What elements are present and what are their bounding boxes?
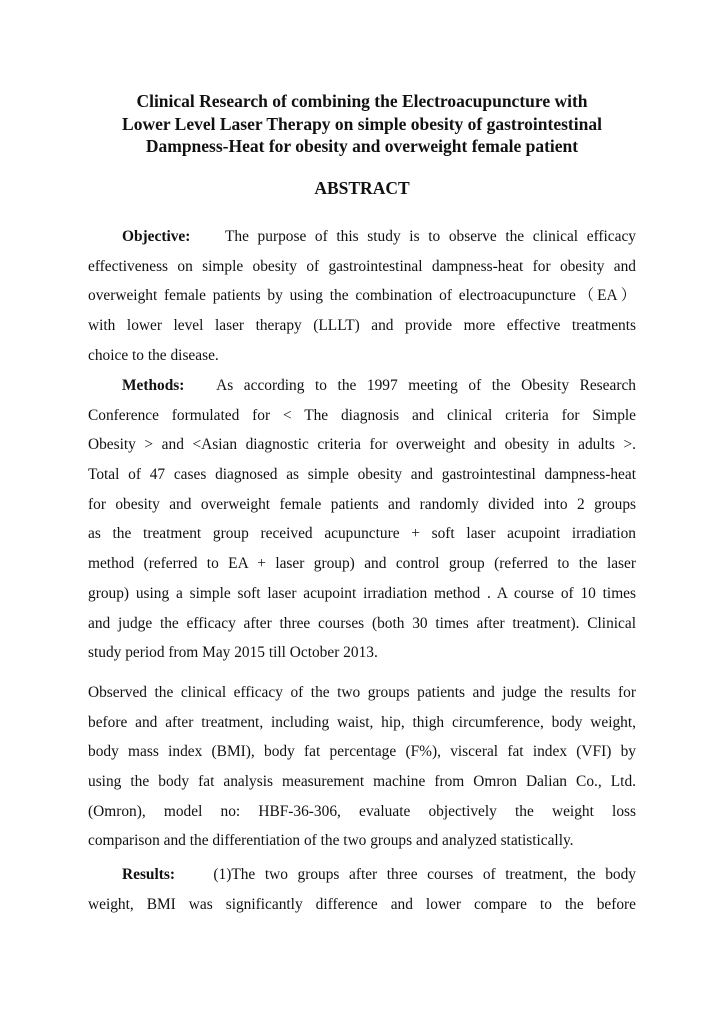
objective-text: The purpose of this study is to observe the clinical efficacy bbox=[224, 228, 636, 245]
objective-label: Objective: bbox=[122, 228, 191, 245]
paragraph-line: Obesity > and <Asian diagnostic criteria for overweight and obesity in adults >. bbox=[88, 436, 636, 454]
paragraph-line: comparison and the differentiation of the two groups and analyzed statistically. bbox=[88, 832, 574, 850]
title-line: Lower Level Laser Therapy on simple obesity of gastrointestinal bbox=[122, 113, 602, 134]
paragraph-line: for obesity and overweight female patients and randomly divided into 2 groups bbox=[88, 495, 636, 513]
paragraph-line: Total of 47 cases diagnosed as simple obesity and gastrointestinal dampness-heat bbox=[88, 466, 636, 484]
paragraph-line bbox=[88, 222, 636, 252]
results-text: (1)The two groups after three courses of treatment, the body bbox=[213, 866, 636, 883]
paragraph-line: study period from May 2015 till October 2013. bbox=[88, 644, 378, 662]
title-line: Dampness-Heat for obesity and overweight female patient bbox=[145, 136, 579, 156]
paragraph-line bbox=[88, 860, 636, 890]
paragraph-line: group) using a simple soft laser acupoint irradiation method . A course of 10 times bbox=[88, 584, 636, 602]
paragraph-line: overweight female patients by using the combination of electroacupuncture（EA） bbox=[88, 287, 636, 305]
methods-text: As according to the 1997 meeting of the Obesity Research bbox=[216, 377, 636, 394]
paragraph-line: with lower level laser therapy (LLLT) and provide more effective treatments bbox=[88, 317, 636, 335]
paragraph-line: as the treatment group received acupuncture + soft laser acupoint irradiation bbox=[88, 525, 636, 543]
title-line: Clinical Research of combining the Electroacupuncture with bbox=[136, 91, 588, 111]
paragraph-line: body mass index (BMI), body fat percentage (F%), visceral fat index (VFI) by bbox=[88, 743, 636, 761]
paragraph-line: Observed the clinical efficacy of the two groups patients and judge the results for bbox=[88, 684, 636, 701]
paragraph-line: effectiveness on simple obesity of gastrointestinal dampness-heat for obesity and bbox=[88, 257, 636, 275]
paragraph-line: and judge the efficacy after three courses (both 30 times after treatment). Clinical bbox=[88, 614, 636, 632]
results-label: Results: bbox=[122, 866, 176, 883]
observed-paragraph bbox=[88, 678, 636, 856]
methods-paragraph bbox=[88, 371, 636, 668]
results-paragraph bbox=[88, 860, 636, 919]
paragraph-line bbox=[88, 371, 636, 401]
paragraph-line: before and after treatment, including waist, hip, thigh circumference, body weight, bbox=[88, 713, 636, 731]
paragraph-line: using the body fat analysis measurement machine from Omron Dalian Co., Ltd. bbox=[88, 773, 636, 791]
objective-paragraph bbox=[88, 222, 636, 370]
paper-title bbox=[60, 90, 664, 158]
abstract-heading: ABSTRACT bbox=[314, 178, 410, 198]
paragraph-line: Conference formulated for < The diagnosis and clinical criteria for Simple bbox=[88, 406, 636, 424]
paragraph-line: choice to the disease. bbox=[88, 346, 219, 364]
methods-label: Methods: bbox=[122, 377, 185, 394]
paragraph-line: (Omron), model no: HBF-36-306, evaluate objectively the weight loss bbox=[88, 802, 636, 820]
paragraph-line: weight, BMI was significantly difference and lower compare to the before bbox=[88, 895, 636, 913]
paragraph-line: method (referred to EA + laser group) and control group (referred to the laser bbox=[88, 555, 636, 573]
